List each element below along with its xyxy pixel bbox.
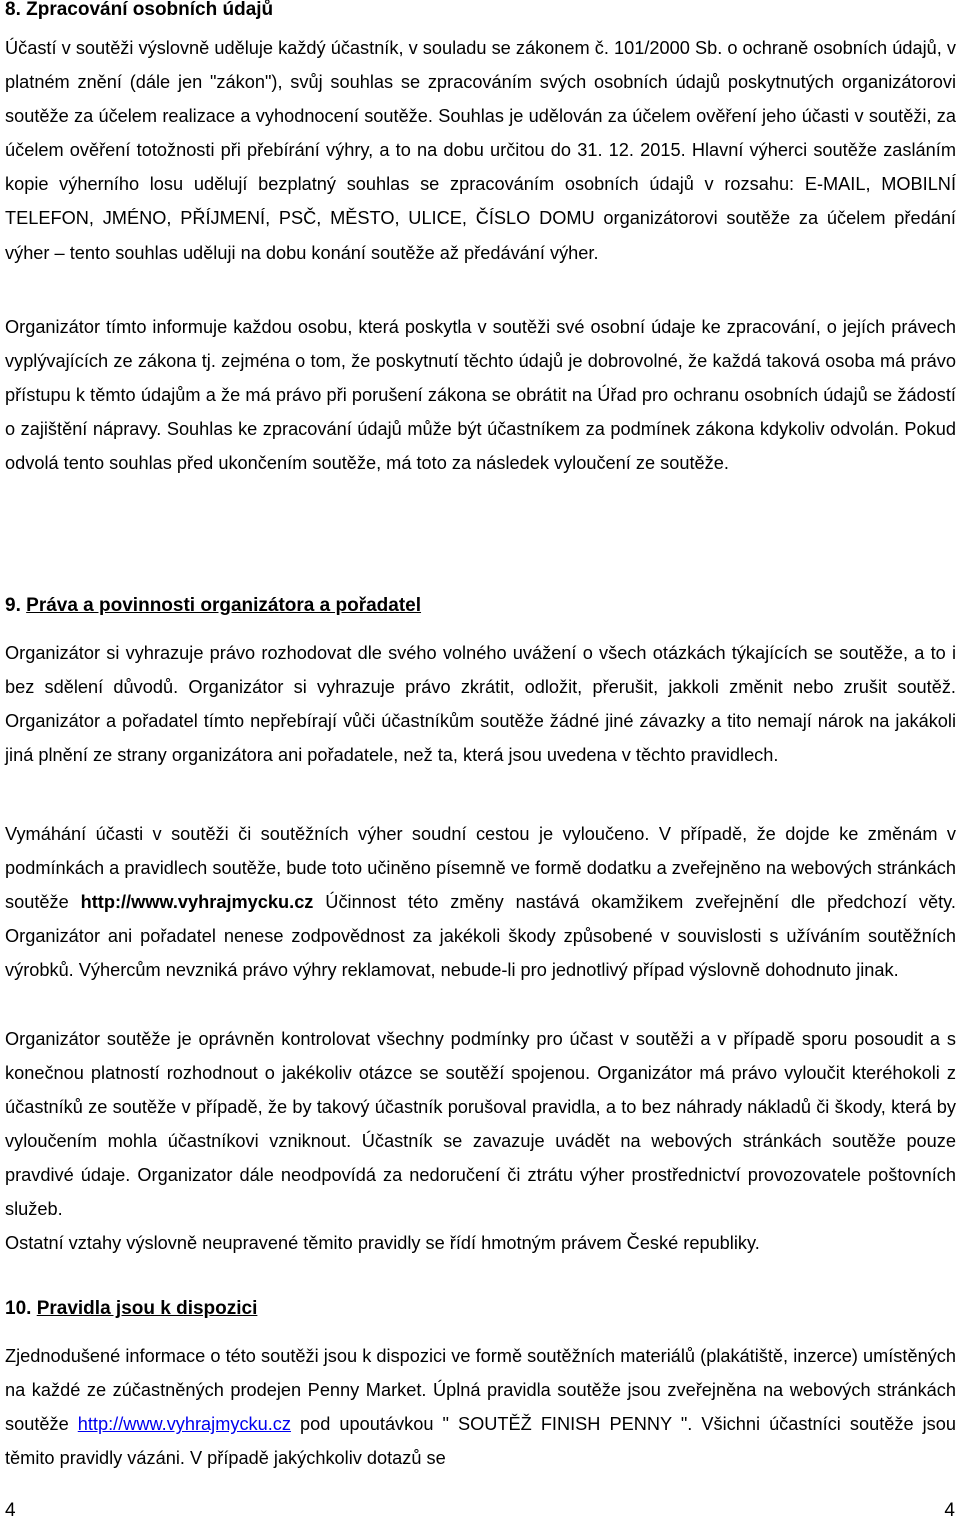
section-8-paragraph-1: Účastí v soutěži výslovně uděluje každý účastník, v souladu se zákonem č. 101/2000 Sb. o ochraně osobních údajů, v platném znění (dále jen "zákon"), svůj souhlas se zpracováním svých osobních údajů poskytnutých organizátorovi soutěže za účelem realizace a vyhodnocení soutěže. Souhlas je udělován za účelem ověření jeho účasti v soutěži, za účelem ověření totožnosti při přebírání výhry, a to na dobu určitou do 31. 12. 2015. Hlavní výherci soutěže zasláním kopie výherního losu udělují bezplatný souhlas se zpracováním osobních údajů v rozsahu: E-MAIL, MOBILNÍ TELEFON, JMÉNO, PŘÍJMENÍ, PSČ, MĚSTO, ULICE, ČÍSLO DOMU organizátorovi soutěže za účelem předání výher – tento souhlas uděluji na dobu konání soutěže až předávání výher.: [5, 38, 956, 263]
section-10-paragraph-1-text-b: pod upoutávkou " SOUTĚŽ FINISH PENNY ". Všichni účastníci soutěže jsou těmito pravidly vázáni. V případě jakýchkoliv dotazů se: [5, 1414, 956, 1469]
section-9-number: 9.: [5, 595, 21, 616]
section-9-heading: [5, 595, 421, 617]
section-8-heading: [5, 0, 273, 21]
section-10-number: 10.: [5, 1298, 32, 1319]
contest-url-link[interactable]: http://www.vyhrajmycku.cz: [77, 1414, 291, 1435]
section-9-paragraph-3: Organizátor soutěže je oprávněn kontrolovat všechny podmínky pro účast v soutěži a v případě sporu posoudit a s konečnou platností rozhodnout o jakékoliv otázce se soutěží spojenou. Organizátor má právo vyloučit kteréhokoli z účastníků ze soutěže v případě, že by takový účastník porušoval pravidla, a to bez náhrady nákladů či škody, která by vyloučením mohla účastníkovi vzniknout. Účastník se zavazuje uvádět na webových stránkách soutěže pouze pravdivé údaje. Organizator dále neodpovídá za nedoručení či ztrátu výher prostřednictví provozovatele poštovních služeb.: [5, 1029, 956, 1220]
page-number-left: 4: [5, 1500, 16, 1521]
section-9-paragraph-2-text-a: Vymáhání účasti v soutěži či soutěžních výher soudní cestou je vyloučeno. V případě, že dojde ke změnám v podmínkách a pravidlech soutěže, bude toto učiněno písemně ve formě dodatku a zveřejněno na webových stránkách soutěže: [5, 824, 956, 913]
section-10-title: Pravidla jsou k dispozici: [36, 1298, 258, 1319]
contest-url-bold[interactable]: http://www.vyhrajmycku.cz: [80, 892, 314, 913]
section-10-paragraph-1: [5, 1339, 956, 1475]
section-9-paragraph-1: Organizátor si vyhrazuje právo rozhodovat dle svého volného uvážení o všech otázkách týkajících se soutěže, a to i bez sdělení důvodů. Organizátor si vyhrazuje právo zkrátit, odložit, přerušit, jakkoli změnit nebo zrušit soutěž. Organizátor a pořadatel tímto nepřebírají vůči účastníkům soutěže žádné jiné závazky a tito nemají nárok na jakákoli jiná plnění ze strany organizátora ani pořadatele, než ta, která jsou uvedena v těchto pravidlech.: [5, 643, 956, 766]
section-8-paragraph-2: Organizátor tímto informuje každou osobu, která poskytla v soutěži své osobní údaje ke zpracování, o jejích právech vyplývajících ze zákona tj. zejména o tom, že poskytnutí těchto údajů je dobrovolné, že každá taková osoba má právo přístupu k těmto údajům a že má právo při porušení zákona se obrátit na Úřad pro ochranu osobních údajů se žádostí o zajištění nápravy. Souhlas ke zpracování údajů může být účastníkem za podmínek zákona kdykoliv odvolán. Pokud odvolá tento souhlas před ukončením soutěže, má toto za následek vyloučení ze soutěže.: [5, 317, 956, 474]
section-9-paragraph-4: Ostatní vztahy výslovně neupravené těmito pravidly se řídí hmotným právem České republiky.: [5, 1233, 760, 1253]
section-9-paragraph-2-text-b: Účinnost této změny nastává okamžikem zveřejnění dle předchozí věty. Organizátor ani pořadatel nenese zodpovědnost za jakékoli škody způsobené v souvislosti s užíváním soutěžních výrobků. Výhercům nevzniká právo výhry reklamovat, nebude-li pro jednotlivý případ výslovně dohodnuto jinak.: [5, 892, 956, 981]
section-10-paragraph-1-text-a: Zjednodušené informace o této soutěži jsou k dispozici ve formě soutěžních materiálů (plakátiště, inzerce) umístěných na každé ze zúčastněných prodejen Penny Market. Úplná pravidla soutěže jsou zveřejněna na webových stránkách soutěže: [5, 1346, 956, 1435]
section-9-paragraph-2: [5, 817, 956, 987]
section-8-heading-text: 8. Zpracování osobních údajů: [5, 0, 274, 20]
page-number-right: 4: [944, 1500, 955, 1521]
section-10-heading: [5, 1298, 257, 1320]
section-9-title: Práva a povinnosti organizátora a pořadatel: [26, 595, 422, 616]
